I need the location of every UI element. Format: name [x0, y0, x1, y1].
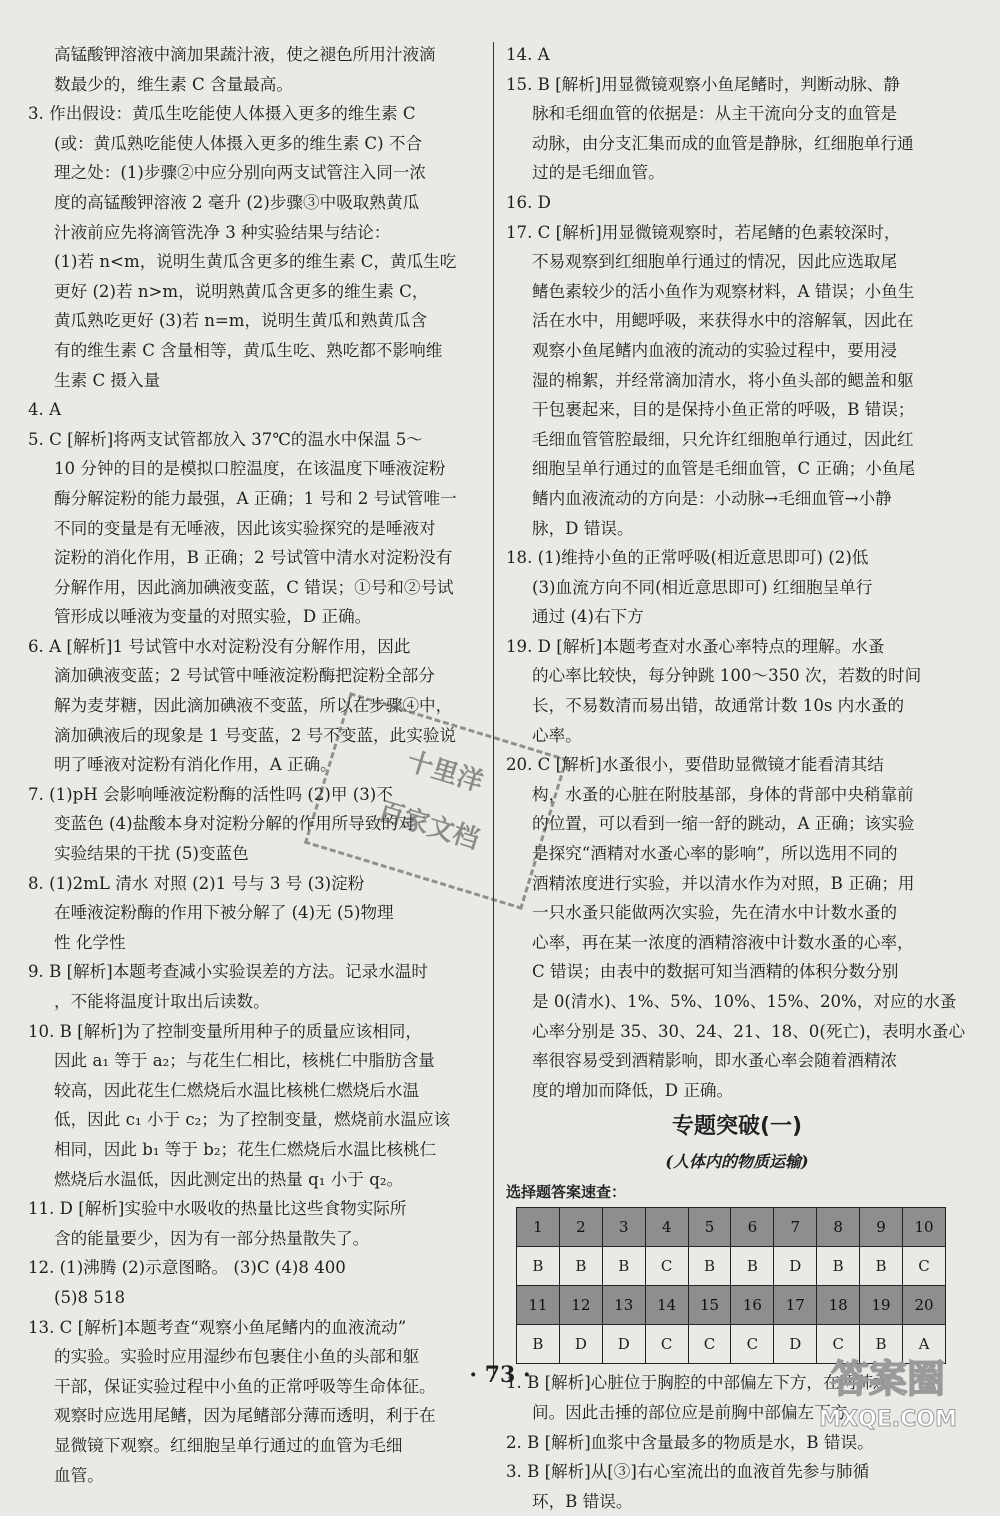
text-line: 因此 a₁ 等于 a₂；与花生仁相比，核桃仁中脂肪含量 [54, 1051, 435, 1071]
text-line: 9. B [解析]本题考查减小实验误差的方法。记录水温时 [28, 962, 428, 982]
question-number-cell: 2 [559, 1208, 602, 1247]
text-line: 理之处：(1)步骤②中应分别向两支试管注入同一浓 [54, 163, 426, 183]
text-line: 13. C [解析]本题考查“观察小鱼尾鳍内的血液流动” [28, 1317, 407, 1337]
answer-cell: D [602, 1325, 645, 1364]
answer-cell: D [559, 1325, 602, 1364]
question-number-cell: 15 [688, 1286, 731, 1325]
answer-table-header-row-1 [517, 1208, 946, 1247]
question-number-cell: 7 [774, 1208, 817, 1247]
text-line: 7. (1)pH 会影响唾液淀粉酶的活性吗 (2)甲 (3)不 [28, 784, 393, 804]
watermark-url: MXQE.COM [819, 1407, 957, 1432]
text-line: 较高，因此花生仁燃烧后水温比核桃仁燃烧后水温 [54, 1080, 420, 1100]
text-line: 1. B [解析]心脏位于胸腔的中部偏左下方，在两肺之 [506, 1373, 890, 1393]
text-line: 一只水蚤只能做两次实验，先在清水中计数水蚤的 [532, 903, 898, 923]
text-line: 3. B [解析]从[③]右心室流出的血液首先参与肺循 [506, 1462, 870, 1482]
text-line: 管形成以唾液为变量的对照实验，D 正确。 [54, 607, 372, 627]
text-line: 显微镜下观察。红细胞呈单行通过的血管为毛细 [54, 1435, 403, 1455]
question-number-cell: 20 [903, 1286, 946, 1325]
question-number-cell: 5 [688, 1208, 731, 1247]
stamp-line: 十里洋 [403, 746, 487, 799]
answer-cell: B [602, 1247, 645, 1286]
text-line: 间。因此击捶的部位应是前胸中部偏左下方。 [532, 1402, 864, 1422]
text-line: 脉，D 错误。 [532, 518, 634, 538]
answer-cell: B [860, 1247, 903, 1286]
text-line: 15. B [解析]用显微镜观察小鱼尾鳍时，判断动脉、静 [506, 74, 900, 94]
text-line: 数最少的，维生素 C 含量最高。 [54, 74, 293, 94]
text-line: ，不能将温度计取出后读数。 [54, 992, 270, 1011]
text-line: 滴加碘液变蓝；2 号试管中唾液淀粉酶把淀粉全部分 [54, 666, 435, 686]
text-line: 酒精浓度进行实验，并以清水作为对照，B 正确；用 [532, 873, 915, 893]
text-line: 毛细血管管腔最细，只允许红细胞单行通过，因此红 [532, 429, 914, 449]
text-line: 含的能量要少，因为有一部分热量散失了。 [54, 1228, 370, 1248]
text-line: 心率分别是 35、30、24、21、18、0(死亡)，表明水蚤心 [532, 1021, 966, 1041]
quick-answer-label: 选择题答案速查： [506, 1183, 627, 1202]
text-line: 2. B [解析]血浆中含量最多的物质是水，B 错误。 [506, 1432, 874, 1452]
section-title: 专题突破(一) [671, 1114, 803, 1140]
page-number: · 73 · [469, 1362, 531, 1388]
text-line: 低，因此 c₁ 小于 c₂；为了控制变量，燃烧前水温应该 [54, 1110, 451, 1130]
text-line: 血管。 [54, 1465, 104, 1485]
text-line: C 错误；由表中的数据可知当酒精的体积分数分别 [532, 962, 899, 982]
text-line: 细胞呈单行通过的血管是毛细血管，C 正确；小鱼尾 [532, 459, 916, 479]
text-line: (1)若 n<m，说明生黄瓜含更多的维生素 C，黄瓜生吃 [54, 252, 457, 272]
text-line: 活在水中，用鳃呼吸，来获得水中的溶解氧，因此在 [532, 311, 914, 331]
text-line: 3. 作出假设：黄瓜生吃能使人体摄入更多的维生素 C [28, 104, 416, 124]
answer-cell: C [645, 1247, 688, 1286]
text-line: 5. C [解析]将两支试管都放入 37℃的温水中保温 5～ [28, 429, 423, 449]
question-number-cell: 9 [860, 1208, 903, 1247]
right-column [506, 40, 968, 1516]
question-number-cell: 17 [774, 1286, 817, 1325]
text-line: 相同，因此 b₁ 等于 b₂；花生仁燃烧后水温比核桃仁 [54, 1139, 437, 1159]
text-line: 更好 (2)若 n>m，说明熟黄瓜含更多的维生素 C， [54, 281, 429, 301]
answer-cell: B [517, 1325, 560, 1364]
text-line: 度的高锰酸钾溶液 2 毫升 (2)步骤③中吸取熟黄瓜 [54, 192, 420, 212]
stamp-line: 百家文档 [374, 796, 483, 856]
text-line: 17. C [解析]用显微镜观察时，若尾鳍的色素较深时， [506, 222, 901, 242]
text-line: 观察小鱼尾鳍内血液的流动的实验过程中，要用浸 [532, 340, 898, 360]
text-line: 分解作用，因此滴加碘液变蓝，C 错误；①号和②号试 [54, 577, 454, 597]
watermark-title: 答案圈 [830, 1357, 946, 1401]
question-number-cell: 6 [731, 1208, 774, 1247]
text-line: 干部，保证实验过程中小鱼的正常呼吸等生命体征。 [54, 1376, 436, 1396]
text-line: (或：黄瓜熟吃能使人体摄入更多的维生素 C) 不合 [54, 133, 423, 153]
answer-cell: C [688, 1325, 731, 1364]
watermark-logo [790, 1346, 986, 1434]
text-line: 性 化学性 [54, 932, 126, 952]
question-number-cell: 12 [559, 1286, 602, 1325]
text-line: 率很容易受到酒精影响，即水蚤心率会随着酒精浓 [532, 1051, 898, 1071]
text-line: 11. D [解析]实验中水吸收的热量比这些食物实际所 [28, 1199, 407, 1219]
text-line: 的实验。实验时应用湿纱布包裹住小鱼的头部和躯 [54, 1347, 420, 1367]
text-line: 度的增加而降低，D 正确。 [532, 1080, 734, 1100]
question-number-cell: 13 [602, 1286, 645, 1325]
question-number-cell: 10 [903, 1208, 946, 1247]
text-line: 动脉，由分支汇集而成的血管是静脉，红细胞单行通 [532, 133, 914, 153]
text-line: 心率，再在某一浓度的酒精溶液中计数水蚤的心率， [532, 932, 914, 952]
text-line: 黄瓜熟吃更好 (3)若 n=m，说明生黄瓜和熟黄瓜含 [54, 311, 428, 331]
text-line: 的位置，可以看到一缩一舒的跳动，A 正确；该实验 [532, 814, 915, 834]
answer-cell: B [559, 1247, 602, 1286]
text-line: 有的维生素 C 含量相等，黄瓜生吃、熟吃都不影响维 [54, 340, 443, 360]
question-number-cell: 14 [645, 1286, 688, 1325]
text-line: 淀粉的消化作用，B 正确；2 号试管中清水对淀粉没有 [54, 548, 453, 568]
text-line: 观察时应选用尾鳍，因为尾鳍部分薄而透明，利于在 [54, 1406, 436, 1426]
question-number-cell: 16 [731, 1286, 774, 1325]
text-line: 4. A [28, 400, 62, 420]
answer-cell: C [731, 1325, 774, 1364]
text-line: 实验结果的干扰 (5)变蓝色 [54, 844, 249, 864]
text-line: 14. A [506, 45, 550, 64]
text-line: 是探究“酒精对水蚤心率的影响”，所以选用不同的 [532, 844, 898, 864]
text-line: 生素 C 摄入量 [54, 370, 161, 390]
text-line: 不同的变量是有无唾液，因此该实验探究的是唾液对 [54, 518, 436, 538]
text-line: 干包裹起来，目的是保持小鱼正常的呼吸，B 错误； [532, 400, 915, 420]
text-line: 心率。 [532, 725, 582, 745]
question-number-cell: 4 [645, 1208, 688, 1247]
answer-cell: C [903, 1247, 946, 1286]
text-line: 18. (1)维持小鱼的正常呼吸(相近意思即可) (2)低 [506, 548, 869, 568]
column-divider [493, 42, 494, 1378]
text-line: 12. (1)沸腾 (2)示意图略。 (3)C (4)8 400 [28, 1258, 346, 1278]
text-line: 酶分解淀粉的能力最强，A 正确；1 号和 2 号试管唯一 [54, 488, 457, 508]
text-line: 长，不易数清而易出错，故通常计数 10s 内水蚤的 [532, 696, 905, 716]
question-number-cell: 3 [602, 1208, 645, 1247]
text-line: 8. (1)2mL 清水 对照 (2)1 号与 3 号 (3)淀粉 [28, 873, 365, 893]
text-line: 过的是毛细血管。 [532, 163, 665, 183]
text-line: 汁液前应先将滴管洗净 3 种实验结果与结论： [54, 222, 391, 242]
text-line: 16. D [506, 192, 551, 212]
text-line: 脉和毛细血管的依据是：从主干流向分支的血管是 [532, 104, 898, 124]
answer-cell: B [517, 1247, 560, 1286]
text-line: 燃烧后水温低，因此测定出的热量 q₁ 小于 q₂。 [54, 1169, 404, 1189]
answer-cell: B [731, 1247, 774, 1286]
answer-table [516, 1207, 946, 1364]
text-line: 10 分钟的目的是模拟口腔温度，在该温度下唾液淀粉 [54, 459, 446, 479]
text-line: 20. C [解析]水蚤很小，要借助显微镜才能看清其结 [506, 755, 884, 775]
right-answers [506, 40, 968, 1105]
answer-table-answer-row-1 [517, 1247, 946, 1286]
question-number-cell: 1 [517, 1208, 560, 1247]
section-subtitle: (人体内的物质运输) [665, 1152, 809, 1172]
text-line: 构，水蚤的心脏在附肢基部，身体的背部中央稍靠前 [532, 784, 914, 804]
text-line: 10. B [解析]为了控制变量所用种子的质量应该相同， [28, 1021, 422, 1041]
text-line: 通过 (4)右下方 [532, 607, 644, 627]
answer-cell: B [860, 1325, 903, 1364]
text-line: 在唾液淀粉酶的作用下被分解了 (4)无 (5)物理 [54, 903, 394, 923]
answer-cell: C [817, 1325, 860, 1364]
text-line: 高锰酸钾溶液中滴加果蔬汁液，使之褪色所用汁液滴 [54, 45, 436, 64]
answer-cell: C [645, 1325, 688, 1364]
text-line: 不易观察到红细胞单行通过的情况，因此应选取尾 [532, 252, 898, 272]
text-line: (5)8 518 [54, 1287, 126, 1307]
question-number-cell: 8 [817, 1208, 860, 1247]
text-line: 变蓝色 (4)盐酸本身对淀粉分解的作用所导致的对 [54, 814, 415, 834]
question-number-cell: 19 [860, 1286, 903, 1325]
text-line: 鳍色素较少的活小鱼作为观察材料，A 错误；小鱼生 [532, 281, 915, 301]
question-number-cell: 11 [517, 1286, 560, 1325]
answer-cell: D [774, 1247, 817, 1286]
text-line: 鳍内血液流动的方向是：小动脉→毛细血管→小静 [532, 488, 892, 508]
text-line: 滴加碘液后的现象是 1 号变蓝，2 号不变蓝，此实验说 [54, 725, 457, 745]
answer-cell: B [688, 1247, 731, 1286]
text-line: 的心率比较快，每分钟跳 100～350 次，若数的时间 [532, 666, 922, 686]
answer-cell: D [774, 1325, 817, 1364]
question-number-cell: 18 [817, 1286, 860, 1325]
answer-cell: B [817, 1247, 860, 1286]
text-line: 解为麦芽糖，因此滴加碘液不变蓝，所以在步骤④中， [54, 696, 453, 716]
text-line: 湿的棉絮，并经常滴加清水，将小鱼头部的鳃盖和躯 [532, 370, 914, 390]
answer-table-header-row-2 [517, 1286, 946, 1325]
text-line: 6. A [解析]1 号试管中水对淀粉没有分解作用，因此 [28, 636, 411, 656]
text-line: 明了唾液对淀粉有消化作用，A 正确。 [54, 755, 337, 775]
text-line: 环，B 错误。 [532, 1491, 633, 1511]
text-line: (3)血流方向不同(相近意思即可) 红细胞呈单行 [532, 577, 873, 597]
text-line: 19. D [解析]本题考查对水蚤心率特点的理解。水蚤 [506, 636, 885, 656]
text-line: 是 0(清水)、1%、5%、10%、15%、20%，对应的水蚤 [532, 992, 957, 1011]
answer-cell: A [903, 1325, 946, 1364]
